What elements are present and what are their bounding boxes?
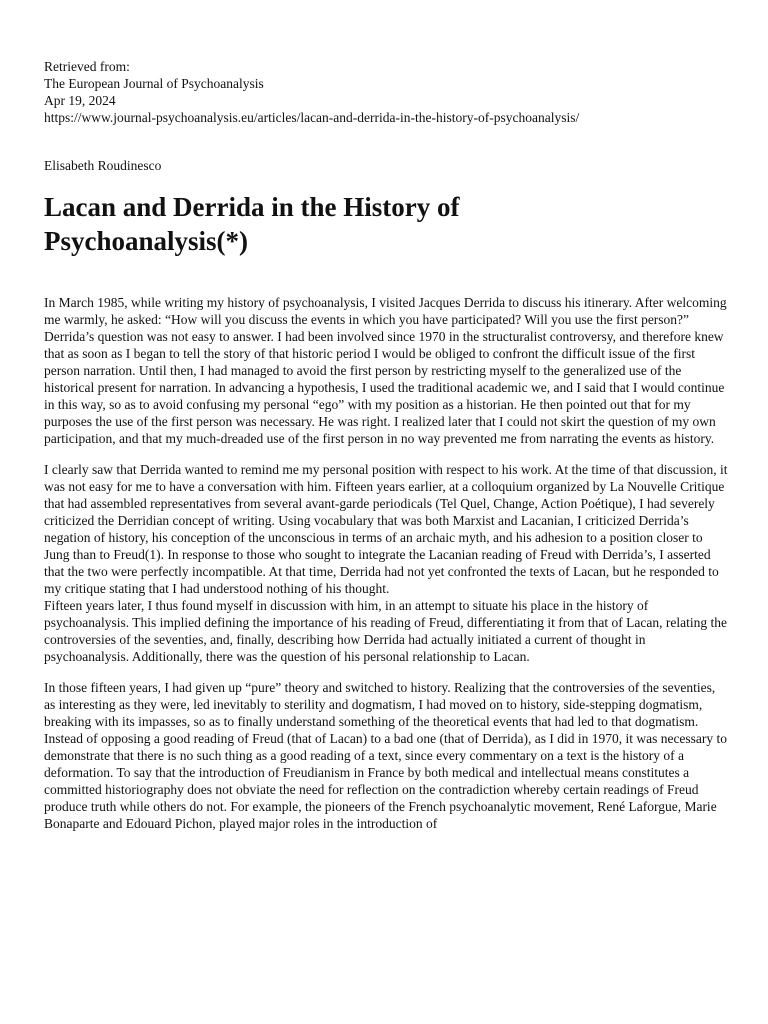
paragraph: Fifteen years later, I thus found myself in discussion with him, in an attempt to situate his place in the history of psychoanalysis. This implied defining the importance of his reading of Freud, differentiating it from that of Lacan, relating the controversies of the seventies, and, finally, describing how Derrida had actually initiated a current of thought in psychoanalysis. Additionally, there was the question of his personal relationship to Lacan. [44,598,727,664]
article-title: Lacan and Derrida in the History of Psychoanalysis(*) [44,192,460,256]
retrieved-label: Retrieved from: [44,59,130,74]
retrieved-date: Apr 19, 2024 [44,93,116,108]
article-body [44,294,728,832]
source-url[interactable]: https://www.journal-psychoanalysis.eu/articles/lacan-and-derrida-in-the-history-of-psychoanalysis/ [44,110,580,125]
paragraph: I clearly saw that Derrida wanted to remind me my personal position with respect to his work. At the time of that discussion, it was not easy for me to have a conversation with him. Fifteen years earlier, at a colloquium organized by La Nouvelle Critique that had assembled representatives from several avant-garde periodicals (Tel Quel, Change, Action Poétique), I had severely criticized the Derridian concept of writing. Using vocabulary that was both Marxist and Lacanian, I criticized Derrida’s negation of history, his conception of the unconscious in terms of an archaic myth, and his adhesion to a position closer to Jung than to Freud(1). In response to those who sought to integrate the Lacanian reading of Freud with Derrida’s, I asserted that the two were perfectly incompatible. At that time, Derrida had not yet confronted the texts of Lacan, but he responded to my critique stating that I had understood nothing of his thought. [44,462,728,596]
paragraph: In March 1985, while writing my history of psychoanalysis, I visited Jacques Derrida to discuss his itinerary. After welcoming me warmly, he asked: “How will you discuss the events in which you have participated? Will you use the first person?” Derrida’s question was not easy to answer. I had been involved since 1970 in the structuralist controversy, and therefore knew that as soon as I began to tell the story of that historic period I would be obliged to confront the difficult issue of the first person narration. Until then, I had managed to avoid the first person by restricting myself to the generalized use of the historical present for narration. In advancing a hypothesis, I used the traditional academic we, and I said that I would continue in this way, so as to avoid confusing my personal “ego” with my position as a historian. He then pointed out that for my purposes the use of the first person was necessary. He was right. I realized later that I could not skirt the question of my own participation, and that my much-dreaded use of the first person in no way prevented me from narrating the events as history. [44,295,727,446]
source-info [44,58,728,126]
journal-name: The European Journal of Psychoanalysis [44,76,264,91]
author-name: Elisabeth Roudinesco [44,158,162,173]
document-page [44,58,728,846]
paragraph: In those fifteen years, I had given up “pure” theory and switched to history. Realizing that the controversies of the seventies, as interesting as they were, led inevitably to sterility and dogmatism, I had moved on to history, side-stepping dogmatism, breaking with its impasses, so as to finally understand something of the theoretical events that had led to that dogmatism. Instead of opposing a good reading of Freud (that of Lacan) to a bad one (that of Derrida), as I did in 1970, it was necessary to demonstrate that there is no such thing as a good reading of a text, since every commentary on a text is the history of a deformation. To say that the introduction of Freudianism in France by both medical and intellectual means constitutes a committed historiography does not obviate the need for reflection on the contradiction whereby certain readings of Freud produce truth while others do not. For example, the pioneers of the French psychoanalytic movement, René Laforgue, Marie Bonaparte and Edouard Pichon, played major roles in the introduction of [44,680,728,831]
